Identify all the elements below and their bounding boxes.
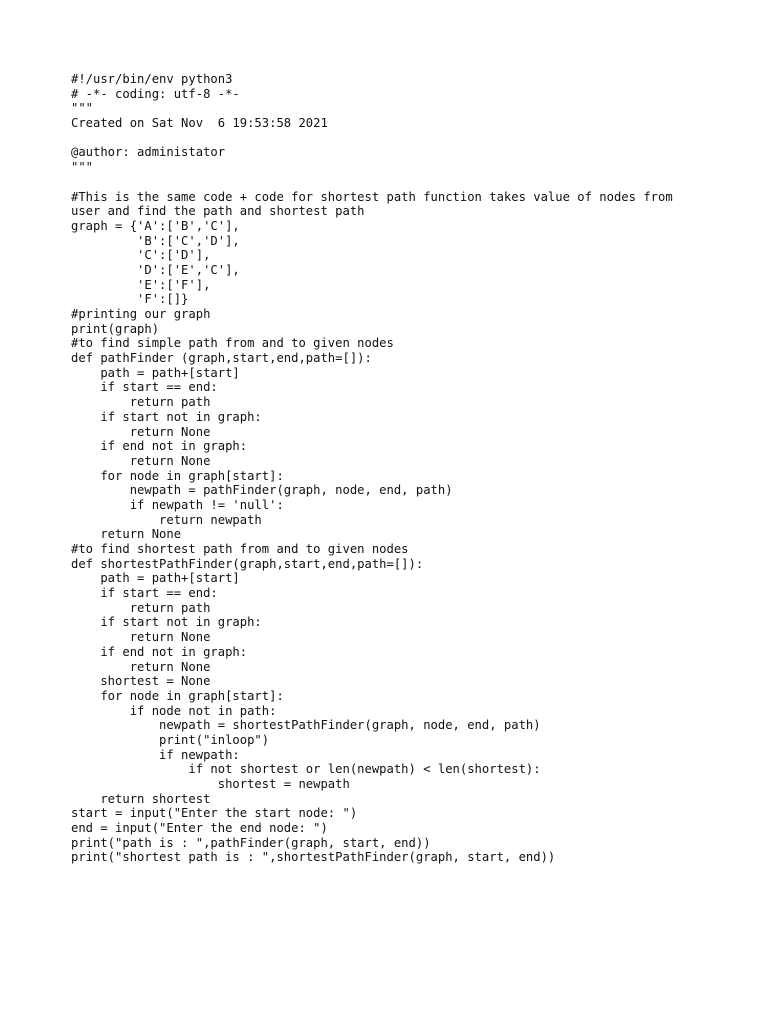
code-line: if start not in graph: (71, 409, 262, 424)
code-line: path = path+[start] (71, 365, 240, 380)
code-line: return None (71, 630, 211, 645)
code-line: #!/usr/bin/env python3 (71, 72, 233, 86)
code-line: for node in graph[start]: (71, 688, 284, 703)
code-line: 'B':['C','D'], (71, 233, 240, 248)
code-line: return newpath (71, 512, 262, 527)
code-line: if end not in graph: (71, 439, 248, 454)
code-line: 'D':['E','C'], (71, 262, 240, 277)
code-line: if not shortest or len(newpath) < len(shortest): (71, 762, 541, 777)
code-line: if end not in graph: (71, 644, 248, 659)
code-line: print("inloop") (71, 732, 270, 747)
code-line: user and find the path and shortest path (71, 204, 365, 219)
code-line: Created on Sat Nov 6 19:53:58 2021 (71, 116, 328, 131)
code-line: @author: administator (71, 145, 226, 160)
code-line: def shortestPathFinder(graph,start,end,path=[]): (71, 556, 424, 571)
code-line: 'F':[]} (71, 292, 189, 307)
code-line: 'C':['D'], (71, 248, 211, 263)
code-line: shortest = None (71, 674, 211, 689)
code-line: print("path is : ",pathFinder(graph, start, end)) (71, 835, 431, 850)
code-line: print(graph) (71, 321, 160, 336)
code-line: """ (71, 101, 94, 116)
code-line: return None (71, 453, 211, 468)
code-line: 'E':['F'], (71, 277, 211, 292)
code-line: if newpath: (71, 747, 240, 762)
code-line: return None (71, 424, 211, 439)
code-line: #to find shortest path from and to given nodes (71, 542, 409, 556)
code-line (71, 175, 751, 190)
code-line: path = path+[start] (71, 571, 240, 586)
code-line: """ (71, 160, 94, 175)
code-line: print("shortest path is : ",shortestPathFinder(graph, start, end)) (71, 850, 556, 865)
code-line: #This is the same code + code for shortest path function takes value of nodes from (71, 189, 673, 204)
code-line: # -*- coding: utf-8 -*- (71, 86, 240, 101)
code-line: def pathFinder (graph,start,end,path=[]): (71, 351, 372, 366)
code-line: start = input("Enter the start node: ") (71, 806, 358, 821)
code-line: newpath = shortestPathFinder(graph, node, end, path) (71, 718, 541, 733)
code-line: shortest = newpath (71, 777, 350, 791)
code-line (71, 131, 751, 146)
code-line: end = input("Enter the end node: ") (71, 821, 328, 836)
code-line: graph = {'A':['B','C'], (71, 218, 240, 233)
code-line: return None (71, 527, 182, 542)
code-line: return None (71, 659, 211, 674)
code-line: if start == end: (71, 586, 218, 601)
code-line: #to find simple path from and to given nodes (71, 336, 394, 351)
code-line: return shortest (71, 791, 211, 806)
code-line: return path (71, 600, 211, 615)
code-line: if node not in path: (71, 703, 277, 718)
code-line: return path (71, 395, 211, 410)
code-line: if start not in graph: (71, 615, 262, 630)
code-line: if newpath != 'null': (71, 497, 284, 512)
code-line: newpath = pathFinder(graph, node, end, path) (71, 483, 453, 498)
code-line: if start == end: (71, 380, 218, 395)
code-line: #printing our graph (71, 307, 211, 321)
code-listing (71, 72, 751, 865)
code-line: for node in graph[start]: (71, 468, 284, 483)
